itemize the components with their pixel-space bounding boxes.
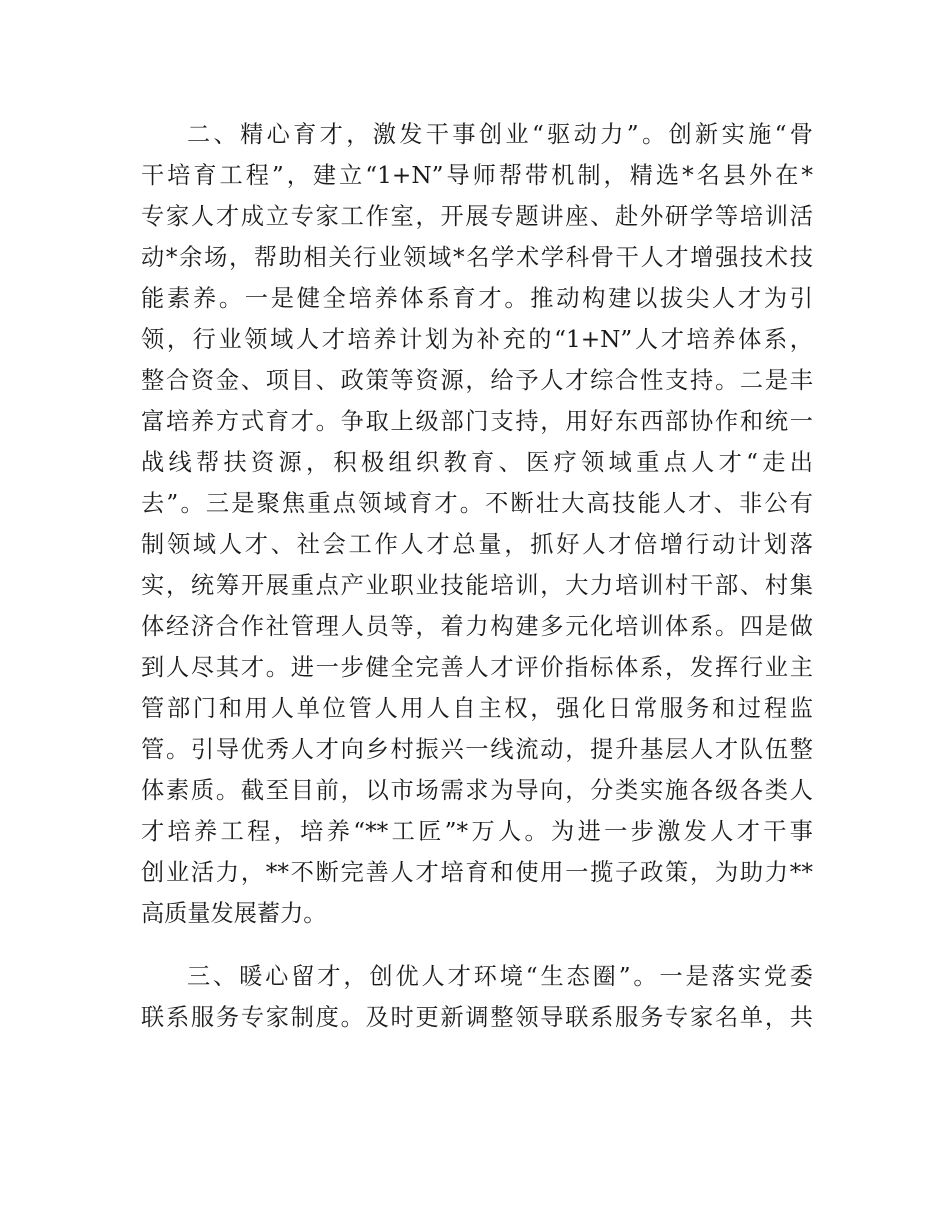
paragraph-line: 战线帮扶资源，积极组织教育、医疗领域重点人才“走出: [141, 449, 813, 476]
paragraph-line: 制领域人才、社会工作人才总量，抓好人才倍增行动计划落: [141, 531, 813, 558]
paragraph-line: 创业活力，**不断完善人才培育和使用一揽子政策，为助力**: [141, 859, 813, 886]
paragraph-line: 整合资金、项目、政策等资源，给予人才综合性支持。二是丰: [141, 367, 813, 394]
paragraph-line: 才培养工程，培养“**工匠”*万人。为进一步激发人才干事: [141, 818, 813, 845]
paragraph-line: 体素质。截至目前，以市场需求为导向，分类实施各级各类人: [141, 777, 813, 804]
paragraph-line: 实，统筹开展重点产业职业技能培训，大力培训村干部、村集: [141, 572, 813, 599]
paragraph-line: 二、精心育才，激发干事创业“驱动力”。创新实施“骨: [187, 121, 813, 148]
paragraph-line: 动*余场，帮助相关行业领域*名学术学科骨干人才增强技术技: [141, 244, 813, 271]
paragraph-spacer: [141, 934, 813, 956]
paragraph-line: 干培育工程”，建立“1+N”导师帮带机制，精选*名县外在*: [141, 162, 813, 189]
paragraph-line: 能素养。一是健全培养体系育才。推动构建以拔尖人才为引: [141, 285, 813, 312]
paragraph-line: 领，行业领域人才培养计划为补充的“1+N”人才培养体系，: [141, 326, 813, 353]
paragraph-line: 联系服务专家制度。及时更新调整领导联系服务专家名单，共: [141, 1004, 813, 1031]
paragraph-line: 富培养方式育才。争取上级部门支持，用好东西部协作和统一: [141, 408, 813, 435]
paragraph-line: 管部门和用人单位管人用人自主权，强化日常服务和过程监: [141, 695, 813, 722]
paragraph-line: 三、暖心留才，创优人才环境“生态圈”。一是落实党委: [187, 963, 813, 990]
paragraph-2: [141, 114, 813, 934]
paragraph-line: 去”。三是聚焦重点领域育才。不断壮大高技能人才、非公有: [141, 490, 813, 517]
paragraph-line: 管。引导优秀人才向乡村振兴一线流动，提升基层人才队伍整: [141, 736, 813, 763]
paragraph-line: 到人尽其才。进一步健全完善人才评价指标体系，发挥行业主: [141, 654, 813, 681]
paragraph-3: [141, 956, 813, 1038]
paragraph-line: 专家人才成立专家工作室，开展专题讲座、赴外研学等培训活: [141, 203, 813, 230]
document-body: [141, 114, 813, 1038]
paragraph-line: 高质量发展蓄力。: [141, 900, 327, 927]
paragraph-line: 体经济合作社管理人员等，着力构建多元化培训体系。四是做: [141, 613, 813, 640]
